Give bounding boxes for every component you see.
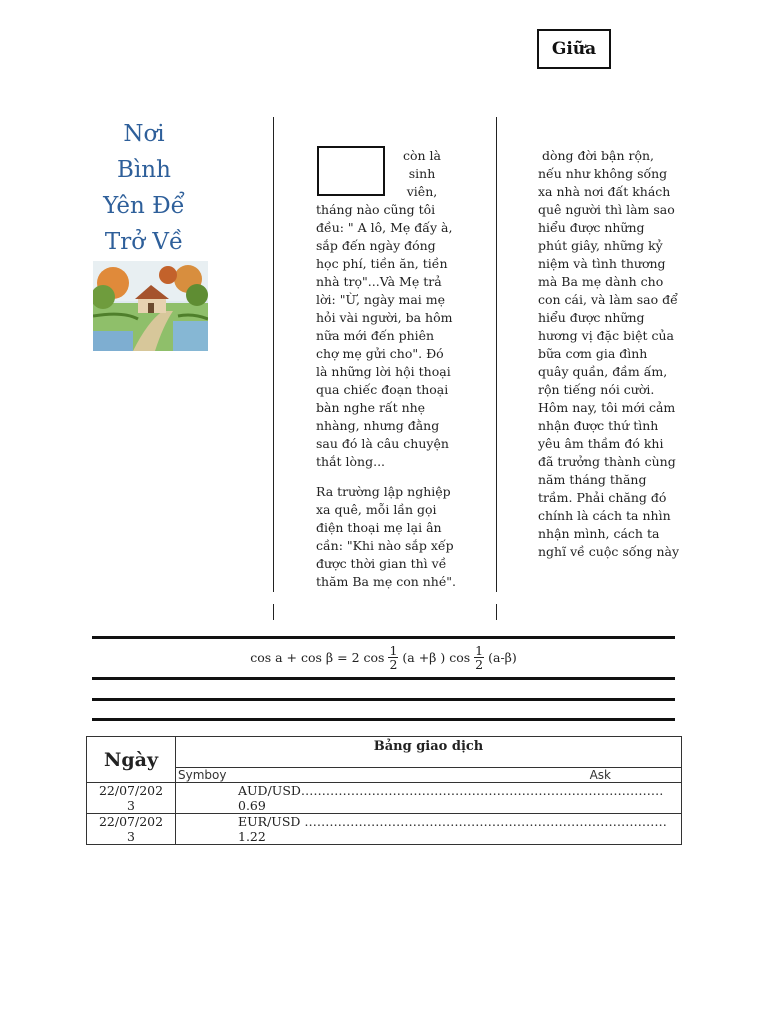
text-line: điện thoại mẹ lại ân: [316, 520, 442, 535]
text-line: dòng đời bận rộn,: [538, 148, 655, 163]
column-divider-tick: [496, 604, 497, 620]
text-line: xa nhà nơi đất khách: [538, 184, 671, 199]
date-line: 22/07/202: [98, 814, 164, 829]
horizontal-rule: [92, 698, 675, 701]
text-line: hỏi vài người, ba hôm: [316, 310, 453, 325]
horizontal-rule: [92, 718, 675, 721]
text-line: nhà trọ"...Và Mẹ trả: [316, 274, 442, 289]
date-column-header: Ngày: [87, 737, 176, 783]
fraction-numerator: 1: [389, 643, 398, 658]
text-line: hiểu được những: [538, 310, 645, 325]
text-line: cần: "Khi nào sắp xếp: [316, 538, 454, 553]
formula-part: cos a + cos β = 2 cos: [250, 650, 385, 665]
text-line: học phí, tiền ăn, tiền: [316, 256, 448, 271]
table-subheader-cell: [176, 768, 682, 783]
text-line: rộn tiếng nói cười.: [538, 382, 655, 397]
text-line: thăm Ba mẹ con nhé".: [316, 574, 456, 589]
ask-column-header: Ask: [589, 768, 611, 782]
text-line: bữa cơm gia đình: [538, 346, 648, 361]
fraction-denominator: 2: [389, 657, 398, 672]
drop-cap-box: [317, 146, 385, 196]
text-line: yêu âm thầm đó khi: [538, 436, 664, 451]
text-line: nhàng, nhưng đằng: [316, 418, 440, 433]
article-col1-intro: [392, 147, 452, 201]
text-line: quê người thì làm sao: [538, 202, 675, 217]
formula-fraction: [474, 644, 484, 671]
text-line: con cái, và làm sao để: [538, 292, 678, 307]
pair-cell: EUR/USD ……………………………………………………………………………1.22: [176, 814, 682, 845]
table-subheader-row: [87, 768, 682, 783]
section-tag: Giữa: [537, 29, 611, 69]
title-line: Yên Để: [103, 193, 185, 219]
article-col2: [538, 147, 688, 561]
text-line: còn là: [402, 148, 441, 163]
title-line: Bình: [117, 157, 171, 183]
text-line: đều: " A lô, Mẹ đấy à,: [316, 220, 453, 235]
text-line: đã trưởng thành cùng: [538, 454, 676, 469]
text-line: xa quê, mỗi lần gọi: [316, 502, 437, 517]
text-line: nếu như không sống: [538, 166, 668, 181]
table-title: Bảng giao dịch: [176, 737, 682, 768]
text-line: là những lời hội thoại: [316, 364, 451, 379]
trig-formula: [92, 644, 675, 671]
text-line: mà Ba mẹ dành cho: [538, 274, 664, 289]
fraction-denominator: 2: [475, 657, 484, 672]
pair-cell: AUD/USD……………………………………………………………………………0.69: [176, 783, 682, 814]
text-line: niệm và tình thương: [538, 256, 666, 271]
text-line: viên,: [406, 184, 438, 199]
symbol-column-header: Symboy: [178, 768, 227, 782]
date-line: 3: [127, 829, 135, 844]
text-line: nữa mới đến phiên: [316, 328, 435, 343]
text-line: phút giây, những kỷ: [538, 238, 663, 253]
table-header-row: [87, 737, 682, 768]
formula-part: (a +β ) cos: [402, 650, 471, 665]
text-line: sinh: [408, 166, 436, 181]
text-line: hương vị đặc biệt của: [538, 328, 675, 343]
text-line: lời: "Ừ, ngày mai mẹ: [316, 292, 446, 307]
date-line: 3: [127, 798, 135, 813]
text-line: được thời gian thì về: [316, 556, 447, 571]
date-cell: [87, 783, 176, 814]
column-divider: [496, 117, 497, 592]
text-line: bàn nghe rất nhẹ: [316, 400, 426, 415]
transaction-table: [86, 736, 682, 845]
horizontal-rule: [92, 636, 675, 639]
text-line: hiểu được những: [538, 220, 645, 235]
countryside-painting-image: [93, 261, 208, 351]
article-col1-paragraph: [316, 201, 466, 471]
column-divider: [273, 117, 274, 592]
text-line: năm tháng thăng: [538, 472, 647, 487]
text-line: chính là cách ta nhìn: [538, 508, 671, 523]
text-line: nhận mình, cách ta: [538, 526, 660, 541]
column-divider-tick: [273, 604, 274, 620]
text-line: Hôm nay, tôi mới cảm: [538, 400, 676, 415]
text-line: sau đó là câu chuyện: [316, 436, 449, 451]
table-subheader: [176, 768, 681, 782]
table-row: [87, 783, 682, 814]
text-line: trầm. Phải chăng đó: [538, 490, 667, 505]
text-line: qua chiếc đoạn thoại: [316, 382, 449, 397]
title-line: Trở Về: [104, 229, 184, 255]
text-line: quây quần, đầm ấm,: [538, 364, 668, 379]
fraction-numerator: 1: [475, 643, 484, 658]
text-line: Ra trường lập nghiệp: [316, 484, 451, 499]
formula-part: (a-β): [488, 650, 517, 665]
text-line: sắp đến ngày đóng: [316, 238, 436, 253]
article-title: [92, 116, 196, 260]
title-line: Nơi: [123, 121, 165, 147]
horizontal-rule: [92, 677, 675, 680]
text-line: chợ mẹ gửi cho". Đó: [316, 346, 444, 361]
table-row: [87, 814, 682, 845]
formula-fraction: [388, 644, 398, 671]
text-line: tháng nào cũng tôi: [316, 202, 436, 217]
text-line: nghĩ về cuộc sống này: [538, 544, 680, 559]
date-cell: [87, 814, 176, 845]
date-line: 22/07/202: [98, 783, 164, 798]
article-col1-paragraph: [316, 483, 466, 591]
text-line: nhận được thứ tình: [538, 418, 659, 433]
text-line: thắt lòng...: [316, 454, 386, 469]
